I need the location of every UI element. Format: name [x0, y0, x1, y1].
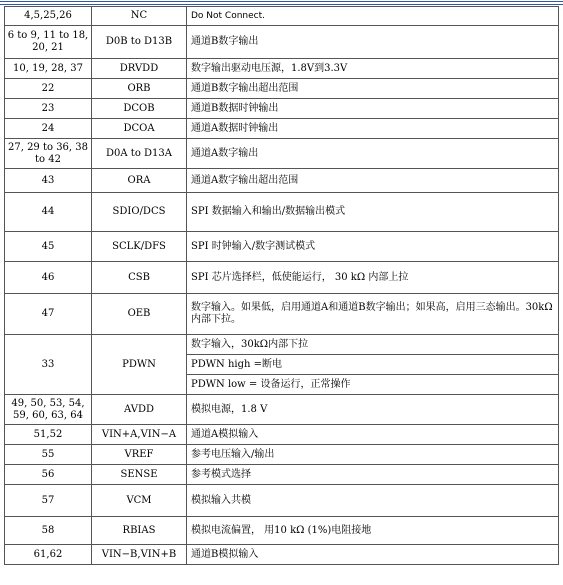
description-cell: 通道A数字输出: [187, 139, 559, 169]
description-cell: 通道B数字输出超出范围: [187, 79, 559, 99]
table-row: [5, 445, 559, 465]
pin-number-cell: 49, 50, 53, 54, 59, 60, 63, 64: [5, 395, 92, 425]
description-cell: 参考模式选择: [187, 465, 559, 485]
pin-name-cell: NC: [92, 7, 187, 26]
pin-name-cell: VCM: [92, 485, 187, 517]
description-cell: SPI 芯片选择栏，低使能运行， 30 kΩ 内部上拉: [187, 262, 559, 294]
pin-number-cell: 6 to 9, 11 to 18, 20, 21: [5, 26, 92, 59]
description-cell: 通道B模拟输入: [187, 545, 559, 565]
pin-name-cell: VREF: [92, 445, 187, 465]
pin-name-cell: OEB: [92, 294, 187, 335]
pin-number-cell: 61,62: [5, 545, 92, 565]
description-cell: 通道B数据时钟输出: [187, 99, 559, 119]
pin-name-cell: AVDD: [92, 395, 187, 425]
pin-name-cell: ORA: [92, 169, 187, 193]
pin-number-cell: 27, 29 to 36, 38 to 42: [5, 139, 92, 169]
description-cell: SPI 数据输入和输出/数据输出模式: [187, 193, 559, 232]
table-row: [5, 139, 559, 169]
table-row: [5, 395, 559, 425]
table-row: [5, 7, 559, 26]
pin-name-cell: D0B to D13B: [92, 26, 187, 59]
table-row: [5, 232, 559, 262]
table-row: [5, 294, 559, 335]
pin-number-cell: 46: [5, 262, 92, 294]
pin-number-cell: 51,52: [5, 425, 92, 445]
description-cell: 参考电压输入/输出: [187, 445, 559, 465]
table-row: [5, 545, 559, 565]
table-row: [5, 59, 559, 79]
description-cell: [187, 335, 559, 395]
table-row: [5, 335, 559, 395]
description-cell: 模拟电源，1.8 V: [187, 395, 559, 425]
description-cell: 模拟电流偏置， 用10 kΩ (1%)电阻接地: [187, 517, 559, 545]
pin-name-cell: VIN−B,VIN+B: [92, 545, 187, 565]
pin-number-cell: 56: [5, 465, 92, 485]
pin-name-cell: SDIO/DCS: [92, 193, 187, 232]
pin-number-cell: 57: [5, 485, 92, 517]
table-row: [5, 485, 559, 517]
pin-name-cell: SENSE: [92, 465, 187, 485]
table-row: [5, 169, 559, 193]
description-cell: 数字输出驱动电压源，1.8V到3.3V: [187, 59, 559, 79]
description-cell: 数字输入。如果低，启用通道A和通道B数字输出；如果高，启用三态输出。30kΩ内部下拉。: [187, 294, 559, 335]
table-row: [5, 99, 559, 119]
pin-number-cell: 33: [5, 335, 92, 395]
pin-number-cell: 45: [5, 232, 92, 262]
pin-name-cell: DRVDD: [92, 59, 187, 79]
pin-number-cell: 4,5,25,26: [5, 7, 92, 26]
pin-number-cell: 58: [5, 517, 92, 545]
pin-number-cell: 44: [5, 193, 92, 232]
description-cell: SPI 时钟输入/数字测试模式: [187, 232, 559, 262]
pin-name-cell: VIN+A,VIN−A: [92, 425, 187, 445]
description-subrow: 数字输入，30kΩ内部下拉: [191, 339, 309, 350]
pin-number-cell: 47: [5, 294, 92, 335]
table-row: [5, 517, 559, 545]
table-row: [5, 119, 559, 139]
pin-name-cell: CSB: [92, 262, 187, 294]
table-row: [5, 193, 559, 232]
description-cell: 通道A数据时钟输出: [187, 119, 559, 139]
description-cell: 通道A数字输出超出范围: [187, 169, 559, 193]
description-subrow: PDWN high =断电: [187, 354, 558, 374]
table-row: [5, 262, 559, 294]
pin-number-cell: 55: [5, 445, 92, 465]
pin-name-cell: ORB: [92, 79, 187, 99]
pin-name-cell: D0A to D13A: [92, 139, 187, 169]
table-row: [5, 465, 559, 485]
description-cell: 模拟输入共模: [187, 485, 559, 517]
description-cell: 通道B数字输出: [187, 26, 559, 59]
pin-number-cell: 10, 19, 28, 37: [5, 59, 92, 79]
pin-name-cell: DCOA: [92, 119, 187, 139]
table-row: [5, 26, 559, 59]
pin-number-cell: 22: [5, 79, 92, 99]
description-subrow: PDWN low = 设备运行，正常操作: [187, 374, 558, 394]
pin-number-cell: 23: [5, 99, 92, 119]
pin-description-table: [4, 6, 559, 565]
pin-number-cell: 24: [5, 119, 92, 139]
pin-name-cell: DCOB: [92, 99, 187, 119]
pin-name-cell: PDWN: [92, 335, 187, 395]
table-row: [5, 79, 559, 99]
description-cell: Do Not Connect.: [187, 7, 559, 26]
pin-number-cell: 43: [5, 169, 92, 193]
pin-name-cell: RBIAS: [92, 517, 187, 545]
table-row: [5, 425, 559, 445]
description-cell: 通道A模拟输入: [187, 425, 559, 445]
pin-name-cell: SCLK/DFS: [92, 232, 187, 262]
